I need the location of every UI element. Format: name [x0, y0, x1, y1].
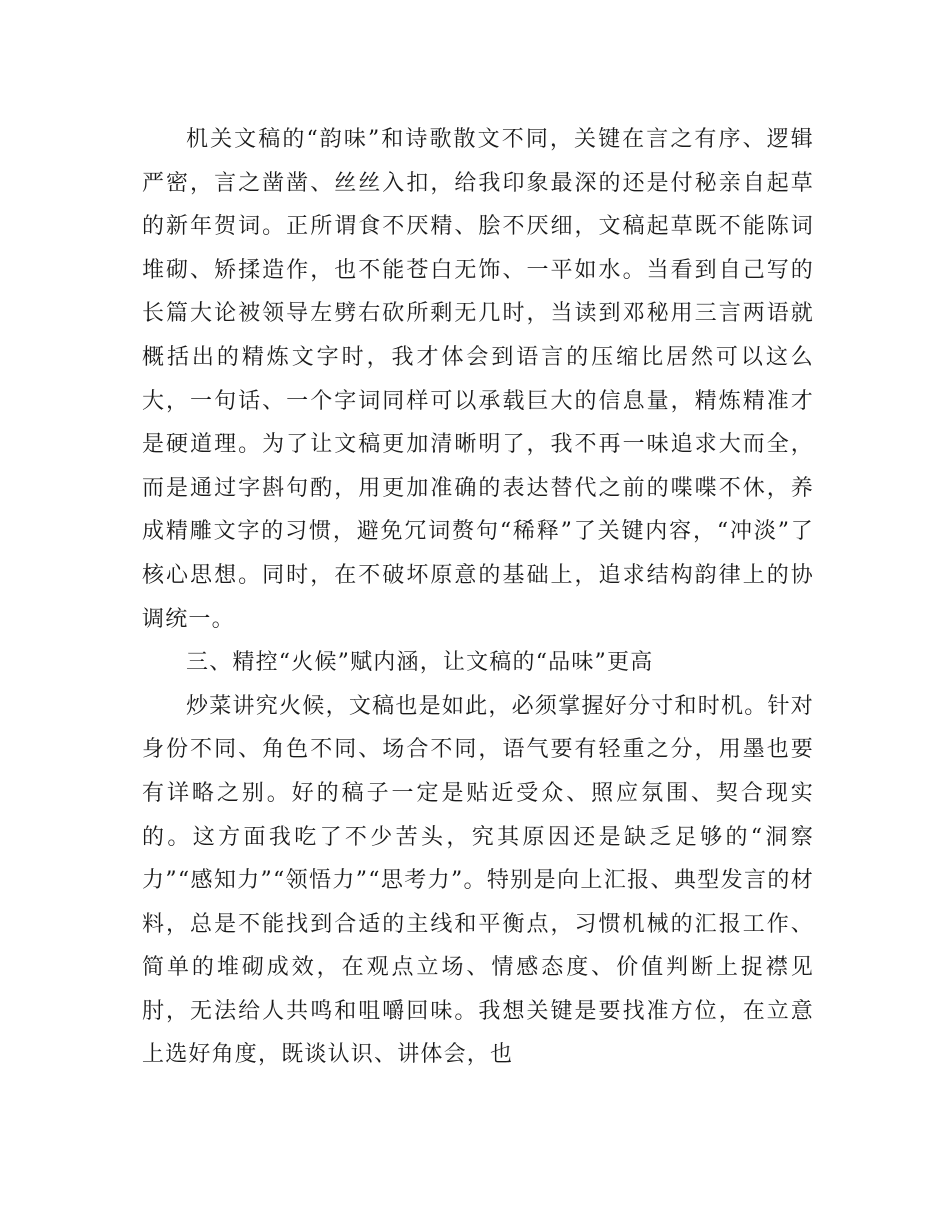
body-paragraph: 炒菜讲究火候，文稿也是如此，必须掌握好分寸和时机。针对身份不同、角色不同、场合不同，语气要有轻重之分，用墨也要有详略之别。好的稿子一定是贴近受众、照应氛围、契合现实的。这方面我吃了不少苦头，究其原因还是缺乏足够的“洞察力”“感知力”“领悟力”“思考力”。特别是向上汇报、典型发言的材料，总是不能找到合适的主线和平衡点，习惯机械的汇报工作、简单的堆砌成效，在观点立场、情感态度、价值判断上捉襟见肘，无法给人共鸣和咀嚼回味。我想关键是要找准方位，在立意上选好角度，既谈认识、讲体会，也 — [142, 693, 814, 1068]
body-paragraph: 机关文稿的“韵味”和诗歌散文不同，关键在言之有序、逻辑严密，言之凿凿、丝丝入扣，给我印象最深的还是付秘亲自起草的新年贺词。正所谓食不厌精、脍不厌细，文稿起草既不能陈词堆砌、矫揉造作，也不能苍白无饰、一平如水。当看到自己写的长篇大论被领导左劈右砍所剩无几时，当读到邓秘用三言两语就概括出的精炼文字时，我才体会到语言的压缩比居然可以这么大，一句话、一个字词同样可以承载巨大的信息量，精炼精准才是硬道理。为了让文稿更加清晰明了，我不再一味追求大而全，而是通过字斟句酌，用更加准确的表达替代之前的喋喋不休，养成精雕文字的习惯，避免冗词赘句“稀释”了关键内容，“冲淡”了核心思想。同时，在不破坏原意的基础上，追求结构韵律上的协调统一。 — [142, 127, 814, 632]
section-heading: 三、精控“火候”赋内涵，让文稿的“品味”更高 — [186, 650, 654, 676]
document-body — [142, 118, 814, 1077]
